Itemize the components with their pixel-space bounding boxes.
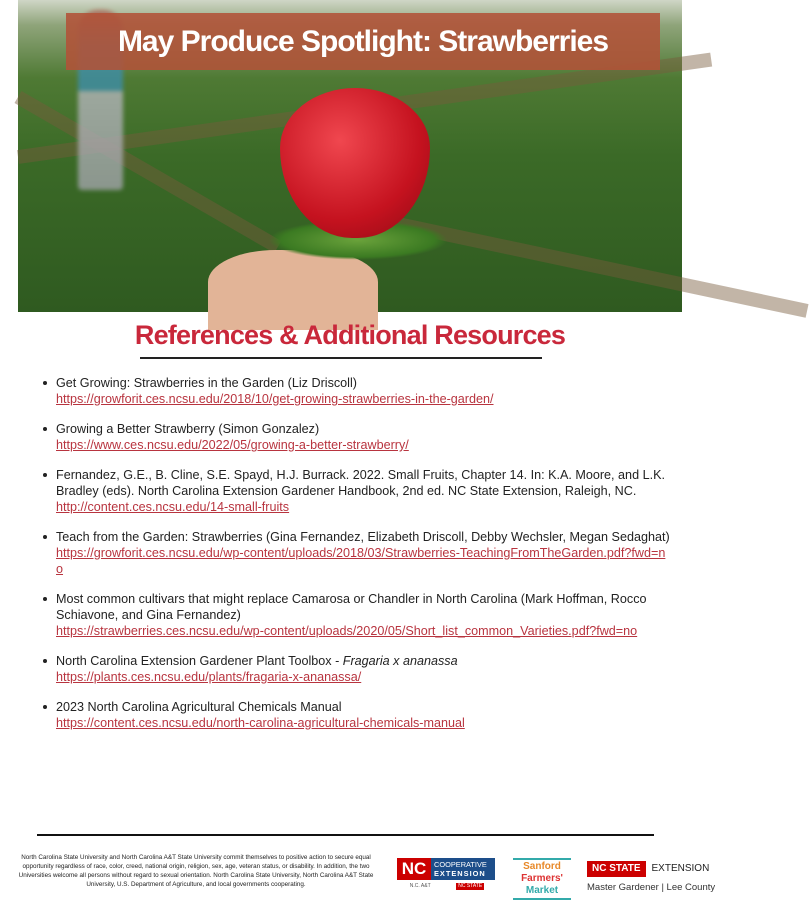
ncstate-small-logo: NC STATE [458,883,483,889]
nc-cooperative-extension-logo [397,858,495,880]
list-item [40,375,670,407]
divider [140,357,542,359]
nc-cooperative-extension-block [397,858,497,890]
logo-farmers: Farmers' [521,873,563,884]
logo-market: Market [525,885,559,896]
reference-list [40,375,670,745]
disclaimer: North Carolina State University and North Carolina A&T State University commit themselves to positive action to secure equal opportunity regardless of race, color, creed, national origin, religion, sex, age, veteran status, or disability. In addition, the two Universities welcome all persons without regard to sexual orientation. North Carolina State University, North Carolina A&T State University, U.S. Department of Agriculture, and local governments cooperating. [18,854,374,888]
ncstate-extension-block [587,861,715,894]
logo-cooperative: COOPERATIVE [434,860,487,869]
ncat-logo: N.C. A&T [409,883,431,889]
logo-extension-text: EXTENSION [651,863,710,874]
logo-text [431,858,495,880]
reference-text: Growing a Better Strawberry (Simon Gonzalez) [56,422,320,436]
reference-text: Teach from the Garden: Strawberries (Gina Fernandez, Elizabeth Driscoll, Debby Wechsler, Megan Sedaghat) [56,530,670,544]
reference-link[interactable]: https://growforit.ces.ncsu.edu/wp-content/uploads/2018/03/Strawberries-TeachingFromTheGarden.pdf?fwd=no [56,546,666,576]
reference-text: Fernandez, G.E., B. Cline, S.E. Spayd, H.J. Burrack. 2022. Small Fruits, Chapter 14. In: K.A. Moore, and L.K. Bradley (eds). North Carolina Extension Gardener Handbook, 2nd ed. NC State Extension, Raleigh, NC. [56,468,665,498]
reference-text: Get Growing: Strawberries in the Garden (Liz Driscoll) [56,376,357,390]
strawberry [280,88,430,238]
references-heading: References & Additional Resources [134,320,566,350]
logo-nc: NC [397,858,431,880]
list-item [40,699,670,731]
reference-italic: Fragaria x ananassa [342,654,458,668]
list-item [40,467,670,515]
partner-logos [397,883,497,890]
ncstate-extension-logo [587,861,715,877]
reference-text: 2023 North Carolina Agricultural Chemicals Manual [56,700,342,714]
footer-divider [37,834,654,836]
list-item [40,421,670,453]
page-title: May Produce Spotlight: Strawberries [117,24,609,58]
reference-text: North Carolina Extension Gardener Plant Toolbox - [56,654,343,668]
reference-text: Most common cultivars that might replace Camarosa or Chandler in North Carolina (Mark Hoffman, Rocco Schiavone, and Gina Fernandez) [56,592,647,622]
hero-photo-strawberry-field [18,0,682,312]
list-item [40,529,670,577]
title-banner [66,13,660,70]
logo-sanford: Sanford [523,861,561,872]
reference-link[interactable]: https://plants.ces.ncsu.edu/plants/fragaria-x-ananassa/ [56,670,362,684]
logo-ncstate: NC STATE [587,861,646,877]
reference-link[interactable]: https://content.ces.ncsu.edu/north-carolina-agricultural-chemicals-manual [56,716,465,730]
reference-link[interactable]: https://www.ces.ncsu.edu/2022/05/growing-a-better-strawberry/ [56,438,409,452]
reference-link[interactable]: http://content.ces.ncsu.edu/14-small-fruits [56,500,290,514]
list-item [40,591,670,639]
master-gardener-label: Master Gardener | Lee County [587,882,716,893]
logo-extension: EXTENSION [434,869,486,878]
list-item [40,653,670,685]
sanford-farmers-market-logo [513,858,571,900]
reference-link[interactable]: https://growforit.ces.ncsu.edu/2018/10/get-growing-strawberries-in-the-garden/ [56,392,494,406]
reference-link[interactable]: https://strawberries.ces.ncsu.edu/wp-content/uploads/2020/05/Short_list_common_Varieties.pdf?fwd=no [56,624,638,638]
